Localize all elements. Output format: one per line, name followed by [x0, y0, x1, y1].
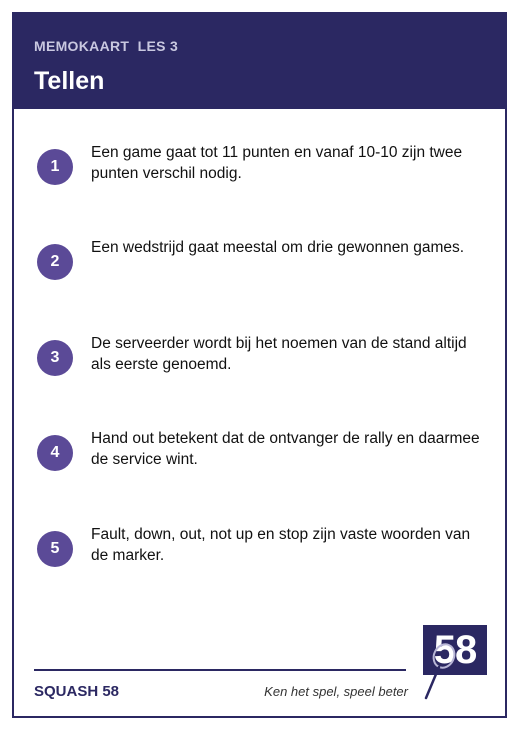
squash-racket-icon: [418, 640, 458, 704]
item-text: De serveerder wordt bij het noemen van de stand altijd als eerste genoemd.: [91, 335, 467, 373]
item-number-badge: 2: [37, 244, 73, 280]
item-number-badge: 3: [37, 340, 73, 376]
item-number-badge: 1: [37, 149, 73, 185]
logo-text: 58: [433, 628, 477, 672]
footer-divider: [34, 669, 406, 671]
item-text: Een game gaat tot 11 punten en vanaf 10-10 zijn twee punten verschil nodig.: [91, 144, 463, 182]
item-text: Hand out betekent dat de ontvanger de rally en daarmee de service wint.: [91, 430, 480, 468]
card-title: Tellen: [34, 67, 105, 95]
memo-card: [12, 12, 507, 718]
card-subtitle: MEMOKAART LES 3: [34, 38, 179, 54]
item-number-badge: 4: [37, 435, 73, 471]
item-text: Fault, down, out, not up en stop zijn vaste woorden van de marker.: [91, 526, 471, 564]
item-text: Een wedstrijd gaat meestal om drie gewonnen games.: [91, 239, 465, 256]
footer-brand: SQUASH 58: [34, 683, 120, 700]
card-header: [14, 14, 505, 109]
footer-slogan: Ken het spel, speel beter: [264, 684, 408, 699]
item-number-badge: 5: [37, 531, 73, 567]
